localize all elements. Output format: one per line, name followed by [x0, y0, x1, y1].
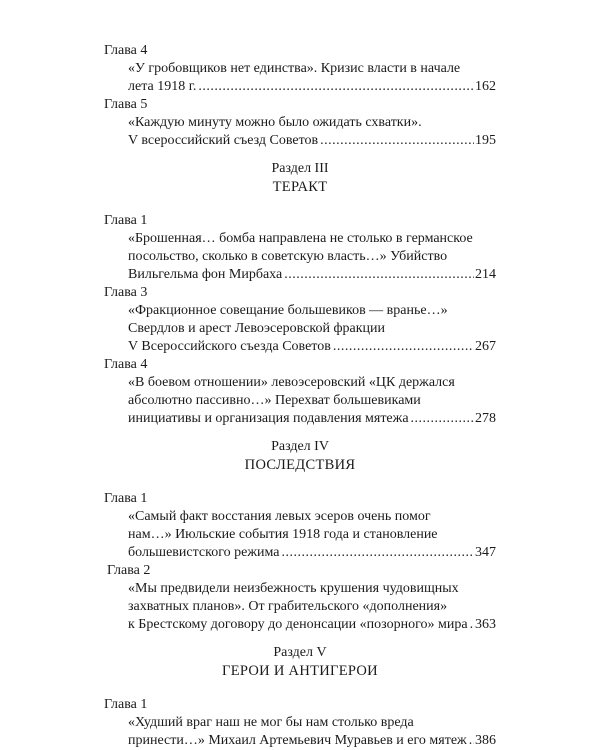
chapter-title — [104, 114, 496, 150]
title-line: V Всероссийского съезда Советов — [128, 339, 331, 354]
section-number: Раздел V — [273, 645, 327, 660]
title-line: «Худший враг наш не мог бы нам столько вреда — [128, 715, 414, 730]
title-line: посольство, сколько в советскую власть…» Убийство — [128, 249, 448, 264]
page-number: 267 — [475, 339, 496, 354]
title-line: большевистского режима — [128, 545, 280, 560]
dot-leader — [196, 78, 474, 96]
dot-leader — [318, 132, 474, 150]
toc-entry-chapter-3 — [104, 284, 496, 356]
title-line: Свердлов и арест Левоэсеровской фракции — [128, 321, 386, 336]
title-line: V всероссийский съезд Советов — [128, 133, 319, 148]
page-number: 386 — [475, 733, 496, 748]
chapter-title — [104, 374, 496, 428]
title-line: захватных планов». От грабительского «дополнения» — [128, 599, 448, 614]
dot-leader — [331, 338, 474, 356]
table-of-contents — [104, 42, 496, 750]
chapter-title — [104, 302, 496, 356]
toc-entry-chapter-1b — [104, 490, 496, 562]
toc-entry-chapter-1c — [104, 696, 496, 750]
title-line: «Фракционное совещание большевиков — вранье…» — [128, 303, 448, 318]
toc-entry-chapter-5 — [104, 96, 496, 150]
title-last-line — [128, 410, 496, 428]
title-line: «В боевом отношении» левоэсеровский «ЦК держался — [128, 375, 455, 390]
chapter-title — [104, 714, 496, 750]
title-line: «Каждую минуту можно было ожидать схватки». — [128, 115, 422, 130]
section-number: Раздел III — [271, 161, 329, 176]
title-last-line — [128, 132, 496, 150]
title-last-line — [128, 616, 496, 634]
page-number: 278 — [475, 411, 496, 426]
toc-entry-chapter-1 — [104, 212, 496, 284]
title-line: «Самый факт восстания левых эсеров очень помог — [128, 509, 431, 524]
chapter-label: Глава 4 — [104, 357, 148, 372]
toc-entry-chapter-4b — [104, 356, 496, 428]
chapter-label: Глава 1 — [104, 491, 148, 506]
section-heading-3 — [104, 160, 496, 198]
title-line: принести…» Михаил Артемьевич Муравьев и его мятеж — [128, 733, 467, 748]
dot-leader — [279, 544, 474, 562]
title-line: нам…» Июльские события 1918 года и становление — [128, 527, 438, 542]
title-last-line — [128, 338, 496, 356]
section-title: ГЕРОИ И АНТИГЕРОИ — [222, 663, 378, 679]
title-line: инициативы и организация подавления мятежа — [128, 411, 409, 426]
chapter-label: Глава 4 — [104, 43, 148, 58]
title-line: абсолютно пассивно…» Перехват большевиками — [128, 393, 421, 408]
dot-leader — [282, 266, 474, 284]
section-title: ТЕРАКТ — [272, 179, 328, 195]
chapter-label: Глава 1 — [104, 697, 148, 712]
title-last-line — [128, 266, 496, 284]
title-last-line — [128, 544, 496, 562]
title-line: лета 1918 г. — [128, 79, 197, 94]
page-number: 347 — [475, 545, 496, 560]
page-number: 195 — [475, 133, 496, 148]
chapter-title — [104, 230, 496, 284]
title-line: к Брестскому договору до денонсации «позорного» мира — [128, 617, 468, 632]
dot-leader — [409, 410, 474, 428]
page-number: 214 — [475, 267, 496, 282]
chapter-title — [104, 60, 496, 96]
title-last-line — [128, 78, 496, 96]
toc-entry-chapter-2 — [104, 562, 496, 634]
section-heading-4 — [104, 438, 496, 476]
section-title: ПОСЛЕДСТВИЯ — [244, 457, 356, 473]
dot-leader — [467, 732, 474, 750]
chapter-label: Глава 5 — [104, 97, 148, 112]
chapter-label: Глава 3 — [104, 285, 148, 300]
chapter-title — [104, 580, 496, 634]
chapter-title — [104, 508, 496, 562]
title-last-line — [128, 732, 496, 750]
title-line: «Мы предвидели неизбежность крушения чудовищных — [128, 581, 459, 596]
page-number: 363 — [475, 617, 496, 632]
page-number: 162 — [475, 79, 496, 94]
title-line: «У гробовщиков нет единства». Кризис власти в начале — [128, 61, 461, 76]
title-line: Вильгельма фон Мирбаха — [128, 267, 283, 282]
toc-entry-chapter-4 — [104, 42, 496, 96]
section-number: Раздел IV — [271, 439, 329, 454]
title-line: «Брошенная… бомба направлена не столько в германское — [128, 231, 473, 246]
chapter-label: Глава 2 — [107, 563, 151, 578]
section-heading-5 — [104, 644, 496, 682]
chapter-label: Глава 1 — [104, 213, 148, 228]
